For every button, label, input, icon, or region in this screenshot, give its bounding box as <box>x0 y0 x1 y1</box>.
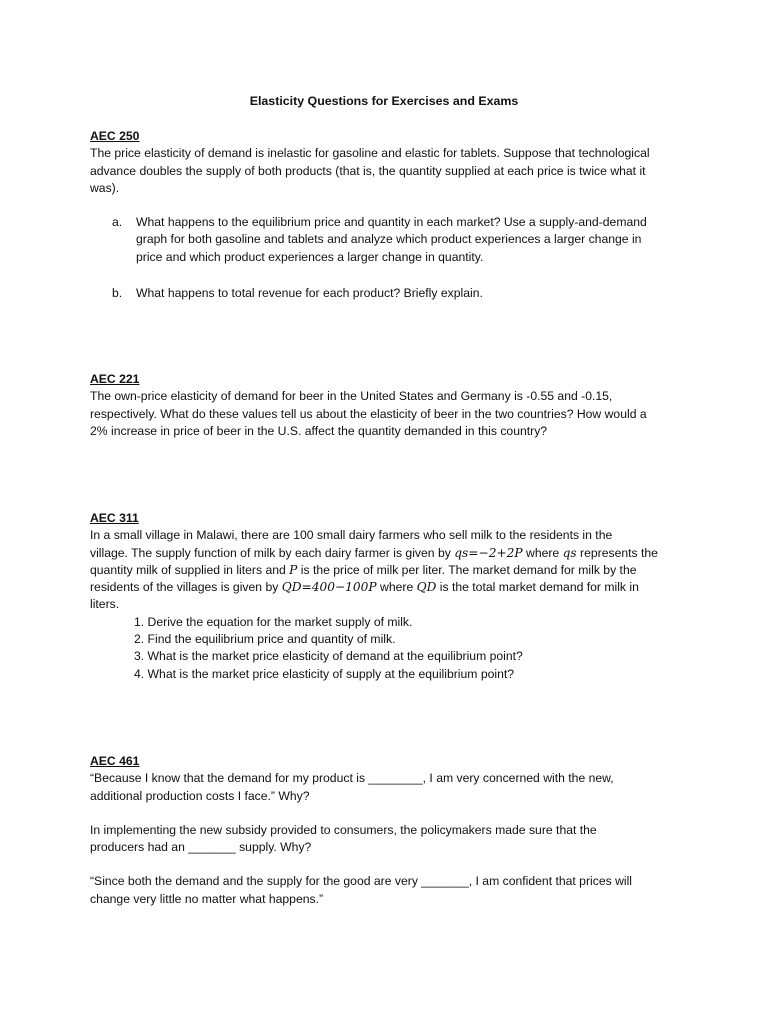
text-line: quantity milk of supplied in liters and P is the price of milk per liter. The market demand for milk by the <box>90 562 637 577</box>
text-line: The own-price elasticity of demand for beer in the United States and Germany is -0.55 and -0.15, <box>90 389 613 404</box>
text-line: respectively. What do these values tell us about the elasticity of beer in the two countries? How would a <box>90 406 647 421</box>
text-line: producers had an _______ supply. Why? <box>90 840 312 855</box>
text-line: The price elasticity of demand is inelastic for gasoline and elastic for tablets. Suppose that technological <box>90 146 650 161</box>
text-line: 2% increase in price of beer in the U.S. affect the quantity demanded in this country? <box>90 423 548 438</box>
question-text <box>90 873 682 908</box>
section-heading: AEC 311 <box>90 511 139 525</box>
text-line: “Since both the demand and the supply for the good are very _______, I am confident that prices will <box>90 874 632 889</box>
text-line: What happens to total revenue for each product? Briefly explain. <box>136 286 483 301</box>
section-aec-221 <box>90 371 682 440</box>
text-line: liters. <box>90 597 120 612</box>
text-line: price and which product experiences a larger change in quantity. <box>136 249 484 264</box>
numbered-item: 3. What is the market price elasticity of demand at the equilibrium point? <box>134 649 523 664</box>
text-line: In implementing the new subsidy provided to consumers, the policymakers made sure that the <box>90 822 597 837</box>
numbered-item: 2. Find the equilibrium price and quantity of milk. <box>134 632 396 647</box>
section-aec-250 <box>90 128 682 302</box>
list-marker: b. <box>112 286 123 301</box>
question-text <box>90 770 682 805</box>
section-aec-461 <box>90 753 682 908</box>
text-line: In a small village in Malawi, there are 100 small dairy farmers who sell milk to the residents in the <box>90 528 613 543</box>
text-line: “Because I know that the demand for my product is ________, I am very concerned with the new, <box>90 771 614 786</box>
text-line: advance doubles the supply of both products (that is, the quantity supplied at each price is twice what it <box>90 163 646 178</box>
text-line: What happens to the equilibrium price and quantity in each market? Use a supply-and-demand <box>136 215 647 230</box>
text-line: village. The supply function of milk by each dairy farmer is given by qs=−2+2P where qs represents the <box>90 545 658 560</box>
question-text <box>90 822 682 857</box>
document-title: Elasticity Questions for Exercises and Exams <box>249 94 519 108</box>
list-item-b <box>90 285 682 302</box>
text-line: graph for both gasoline and tablets and analyze which product experiences a larger change in <box>136 232 642 247</box>
math-var: qs <box>562 545 577 560</box>
text-line: was). <box>90 180 120 195</box>
supply-equation: qs=−2+2P <box>454 545 523 560</box>
section-heading: AEC 250 <box>90 129 140 143</box>
section-aec-311 <box>90 510 682 683</box>
list-marker: a. <box>112 215 123 230</box>
demand-equation: QD=400−100P <box>281 580 377 595</box>
section-heading: AEC 461 <box>90 754 140 768</box>
text-line: additional production costs I face.” Why? <box>90 788 310 803</box>
question-text <box>90 145 682 197</box>
numbered-item: 1. Derive the equation for the market supply of milk. <box>134 614 413 629</box>
question-text <box>90 388 682 440</box>
text-line: change very little no matter what happens.” <box>90 891 324 906</box>
math-var: P <box>289 562 298 577</box>
math-var: QD <box>416 580 437 595</box>
list-item-a <box>90 214 682 266</box>
question-text <box>90 527 682 613</box>
text-line: residents of the villages is given by QD=400−100P where QD is the total market demand for milk in <box>90 580 639 595</box>
numbered-item: 4. What is the market price elasticity of supply at the equilibrium point? <box>134 666 515 681</box>
section-heading: AEC 221 <box>90 372 140 386</box>
